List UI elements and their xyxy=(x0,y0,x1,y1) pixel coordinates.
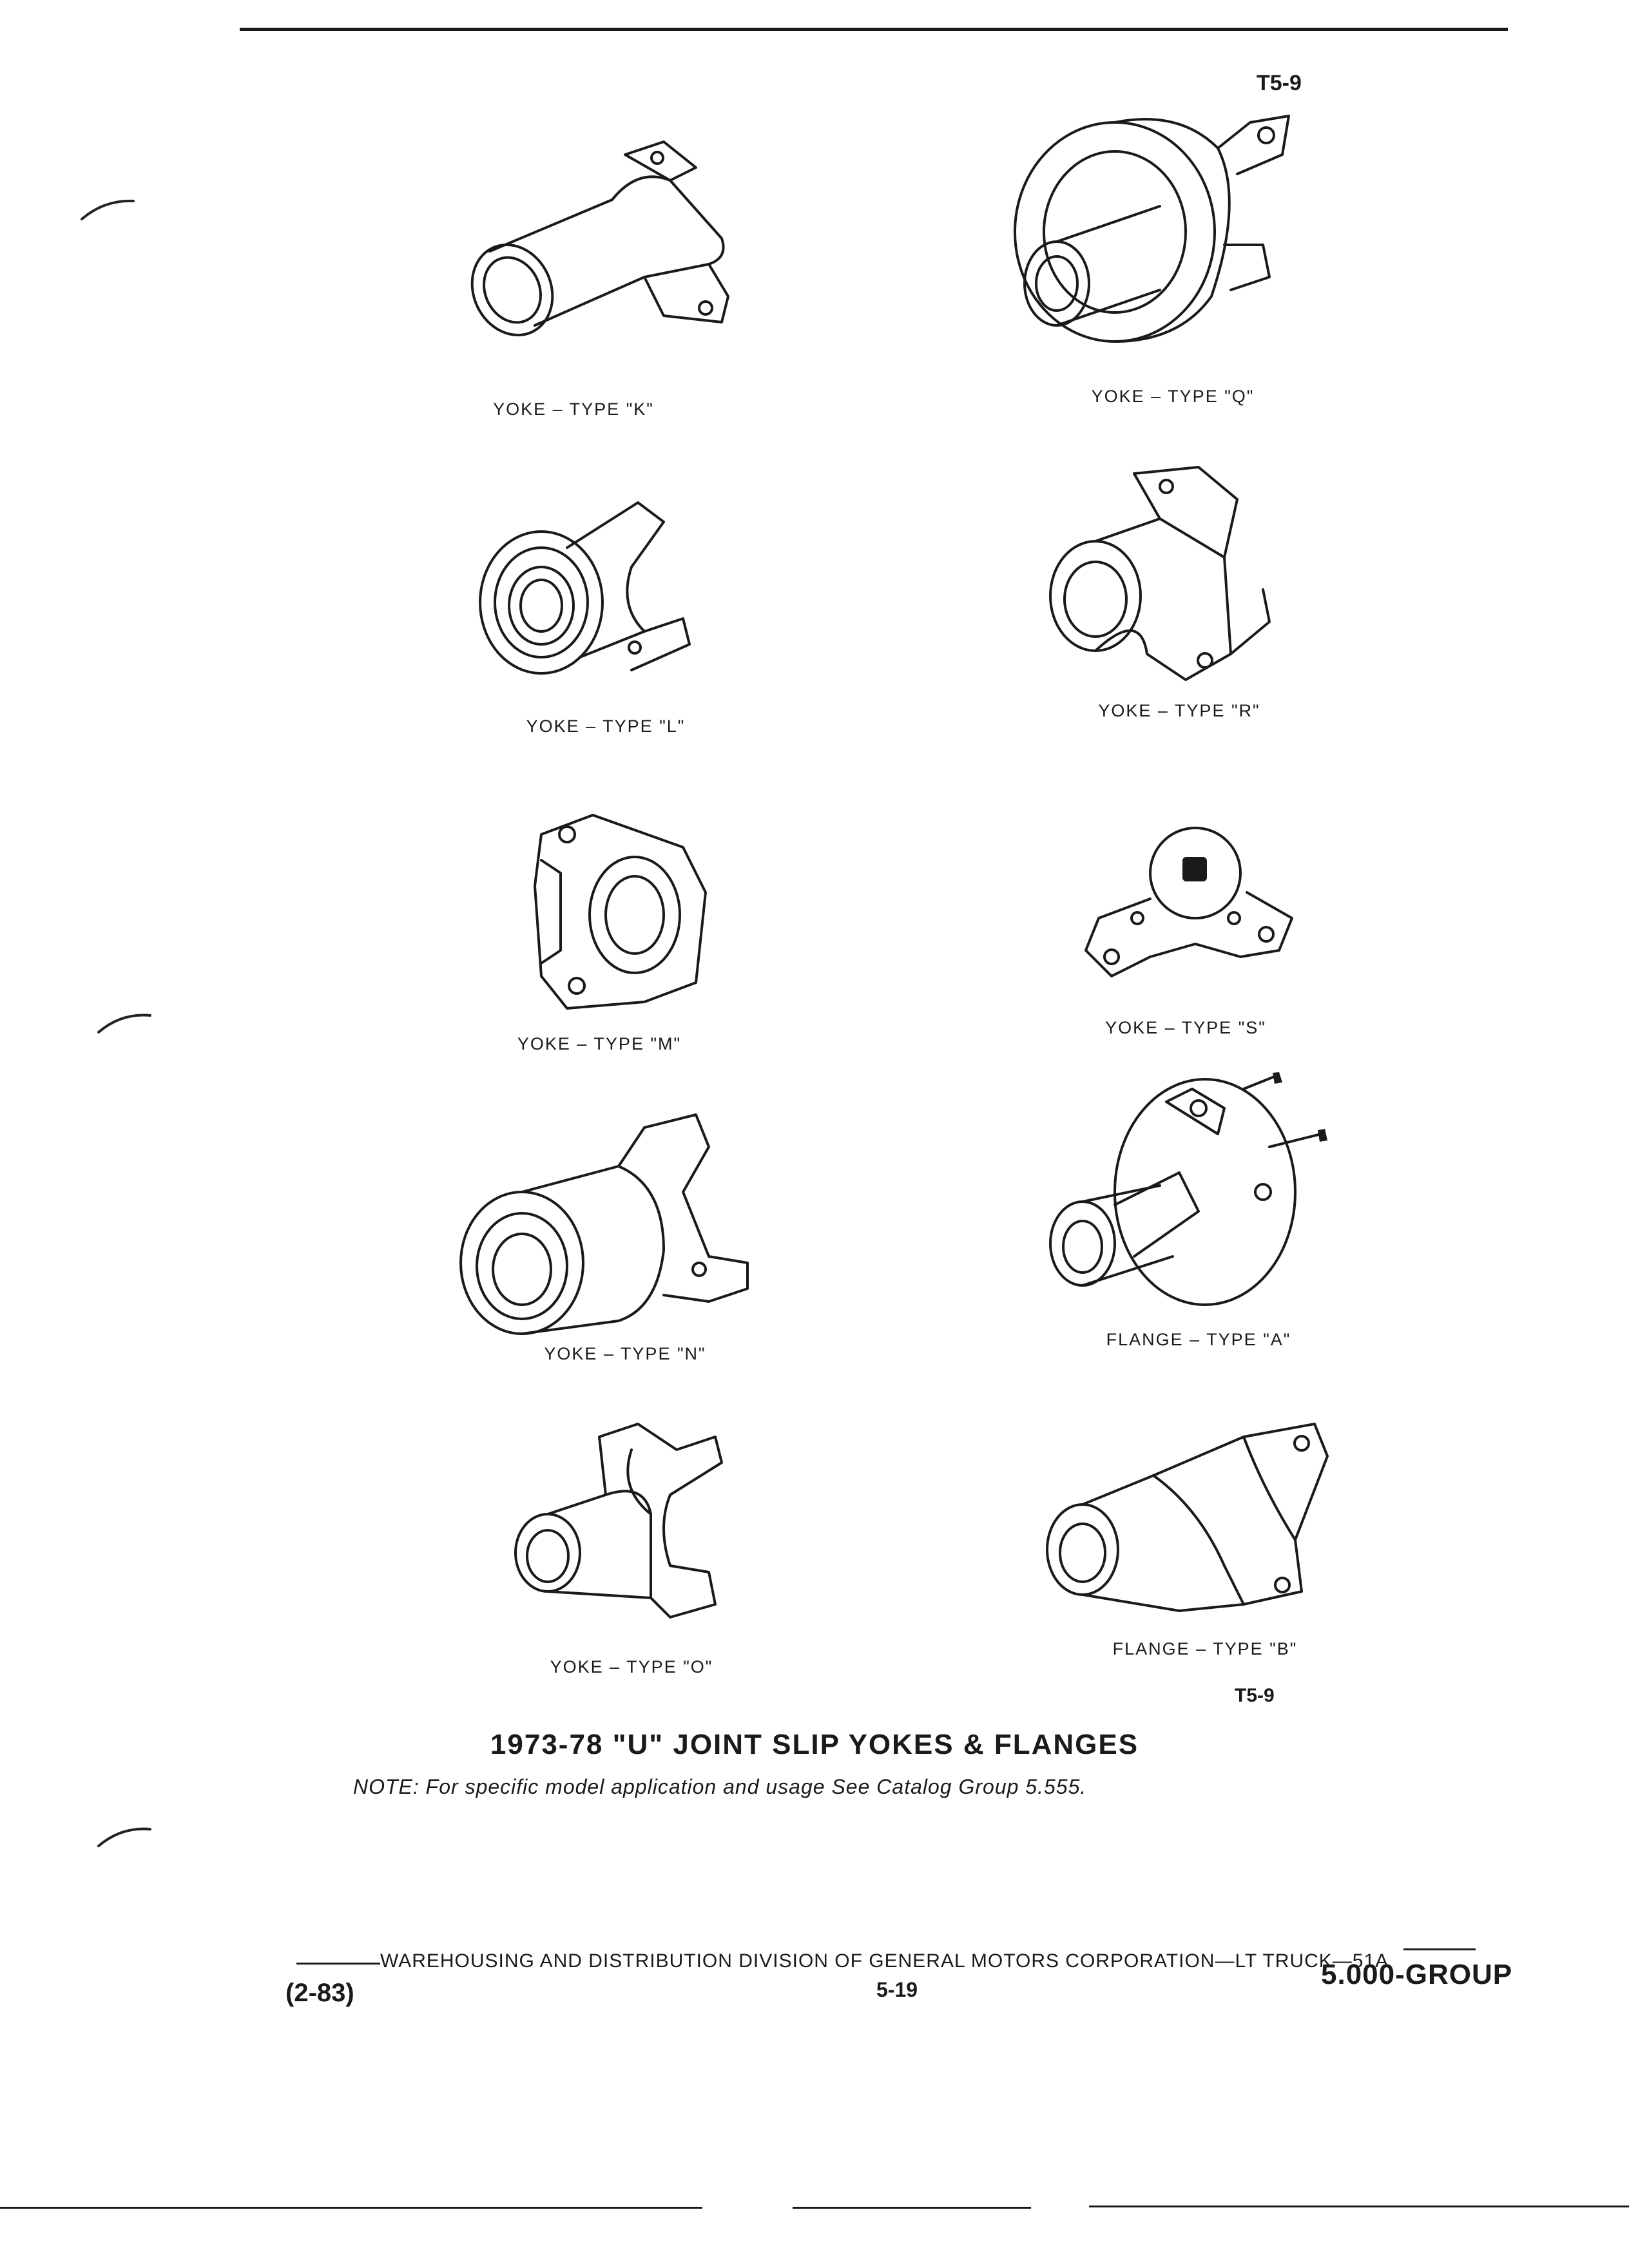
punch-hole-mark-3 xyxy=(95,1820,153,1859)
bottom-scan-rule-1 xyxy=(0,2207,702,2209)
flange-b-label: FLANGE – TYPE "B" xyxy=(1112,1639,1298,1658)
catalog-group: 5.000-GROUP xyxy=(1321,1959,1513,1990)
punch-hole-mark-1 xyxy=(79,193,137,232)
yoke-q-illustration xyxy=(1005,103,1327,354)
table-code-top: T5-9 xyxy=(1257,71,1302,95)
catalog-note: NOTE: For specific model application and usage See Catalog Group 5.555. xyxy=(353,1775,1087,1798)
revision-date: (2-83) xyxy=(285,1979,354,2007)
footer-rule-left xyxy=(296,1963,380,1965)
yoke-r-illustration xyxy=(1031,461,1302,693)
yoke-l-illustration xyxy=(470,490,728,696)
yoke-l-label: YOKE – TYPE "L" xyxy=(526,716,686,736)
bottom-scan-rule-3 xyxy=(1089,2206,1629,2207)
yoke-o-illustration xyxy=(503,1411,741,1630)
flange-a-illustration xyxy=(1031,1063,1347,1321)
yoke-s-label: YOKE – TYPE "S" xyxy=(1105,1018,1266,1037)
yoke-m-label: YOKE – TYPE "M" xyxy=(517,1034,682,1053)
page-title: 1973-78 "U" JOINT SLIP YOKES & FLANGES xyxy=(490,1729,1139,1760)
yoke-n-label: YOKE – TYPE "N" xyxy=(544,1344,706,1363)
table-code-bottom: T5-9 xyxy=(1235,1685,1275,1706)
yoke-k-illustration xyxy=(451,129,747,374)
flange-a-label: FLANGE – TYPE "A" xyxy=(1106,1330,1291,1349)
yoke-o-label: YOKE – TYPE "O" xyxy=(550,1657,713,1677)
top-rule xyxy=(240,28,1508,31)
yoke-s-illustration xyxy=(1073,822,1305,995)
punch-hole-mark-2 xyxy=(95,1006,153,1045)
yoke-q-label: YOKE – TYPE "Q" xyxy=(1091,387,1255,406)
page-number: 5-19 xyxy=(876,1978,918,2001)
yoke-m-illustration xyxy=(528,809,715,1015)
footer-division-line: WAREHOUSING AND DISTRIBUTION DIVISION OF GENERAL MOTORS CORPORATION—LT TRUCK—51A xyxy=(380,1950,1389,1972)
yoke-r-label: YOKE – TYPE "R" xyxy=(1098,701,1260,720)
bottom-scan-rule-2 xyxy=(793,2207,1031,2209)
yoke-n-illustration xyxy=(451,1108,754,1353)
footer-rule-right xyxy=(1403,1948,1476,1950)
flange-b-illustration xyxy=(1031,1398,1340,1630)
yoke-k-label: YOKE – TYPE "K" xyxy=(493,399,654,419)
